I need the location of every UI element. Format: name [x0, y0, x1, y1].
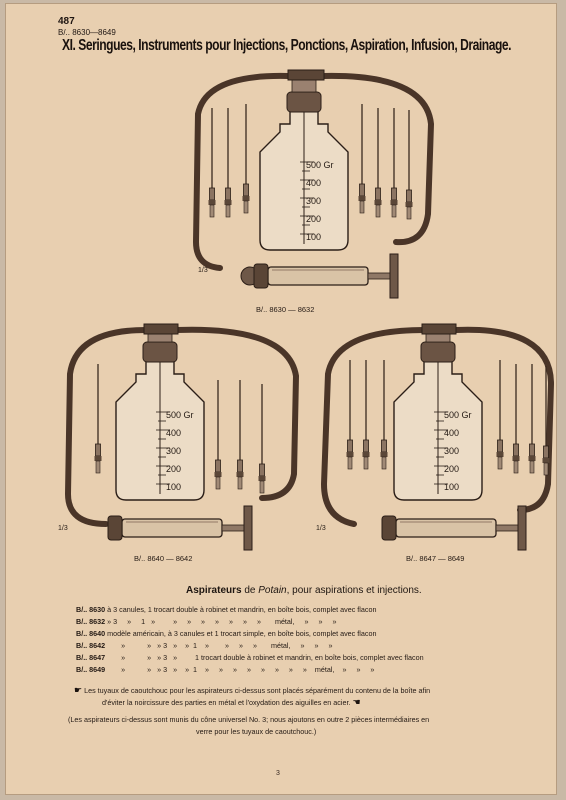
fig3-mark-400: 400: [444, 428, 460, 438]
section-title: XI. Seringues, Instruments pour Injections, Ponctions, Aspiration, Infusion, Drainage.: [62, 37, 512, 54]
fig2-mark-100: 100: [166, 482, 182, 492]
heading-bold: Aspirateurs: [186, 585, 242, 596]
fig2-mark-200: 200: [166, 464, 182, 474]
heading-italic: Potain: [258, 585, 287, 596]
footer-mark: 3: [276, 770, 280, 777]
fig2-mark-300: 300: [166, 446, 182, 456]
fig1-mark-500: 500 Gr: [306, 160, 334, 170]
list-item: B/.. 8640 modèle américain, à 3 canules et 1 trocart simple, en boîte bois, complet avec flacon: [76, 629, 377, 638]
note-line-1: ☛ Les tuyaux de caoutchouc pour les aspirateurs ci-dessus sont placés séparément du contenu de la boîte afin: [74, 685, 431, 695]
footnote-line-1: (Les aspirateurs ci-dessus sont munis du cône universel No. 3; nous ajoutons en outre 2 pièces intermédiaires en: [68, 715, 430, 724]
fig3-mark-500: 500 Gr: [444, 410, 472, 420]
fig1-mark-200: 200: [306, 214, 322, 224]
fig1-mark-400: 400: [306, 178, 322, 188]
catalog-page: [6, 4, 556, 794]
pointing-hand-right-icon: ☛: [74, 685, 83, 695]
fig1-mark-300: 300: [306, 196, 322, 206]
heading-mid: de: [241, 585, 259, 596]
list-item: B/.. 8649 » » » 3 » » 1 » » » » » » » » métal, » » »: [76, 665, 375, 674]
fig1-scale: 1/3: [198, 267, 208, 274]
list-item: B/.. 8642 » » » 3 » » 1 » » » » métal, » » »: [76, 641, 333, 650]
fig3-mark-300: 300: [444, 446, 460, 456]
fig3-caption: B/.. 8647 — 8649: [406, 554, 465, 563]
fig1-mark-100: 100: [306, 232, 322, 242]
fig3-mark-200: 200: [444, 464, 460, 474]
pointing-hand-left-icon: ☚: [352, 697, 361, 707]
figure-aspirator-8640: [68, 324, 296, 550]
note-line-2: d'éviter la noircissure des parties en métal et l'oxydation des aiguilles en acier. ☚: [102, 697, 361, 707]
list-item: B/.. 8647 » » » 3 » 1 trocart double à robinet et mandrin, en boîte bois, complet avec flacon: [76, 653, 424, 662]
footnote-line-2: verre pour les tuyaux de caoutchouc.): [196, 727, 317, 736]
fig2-mark-500: 500 Gr: [166, 410, 194, 420]
heading-rest: , pour aspirations et injections.: [286, 585, 422, 596]
fig2-caption: B/.. 8640 — 8642: [134, 554, 193, 563]
page-number: 487: [58, 16, 75, 27]
listing-heading: [186, 585, 422, 596]
instrument-illustrations: [6, 4, 556, 574]
fig2-scale: 1/3: [58, 525, 68, 532]
reference-range: B/.. 8630—8649: [58, 28, 116, 37]
fig1-caption: B/.. 8630 — 8632: [256, 305, 315, 314]
list-item: B/.. 8632 » 3 » 1 » » » » » » » » métal, » » »: [76, 617, 337, 626]
fig3-mark-100: 100: [444, 482, 460, 492]
list-item: B/.. 8630 à 3 canules, 1 trocart double à robinet et mandrin, en boîte bois, complet avec flacon: [76, 605, 377, 614]
fig3-scale: 1/3: [316, 525, 326, 532]
fig2-mark-400: 400: [166, 428, 182, 438]
figure-aspirator-8647: [324, 324, 551, 550]
